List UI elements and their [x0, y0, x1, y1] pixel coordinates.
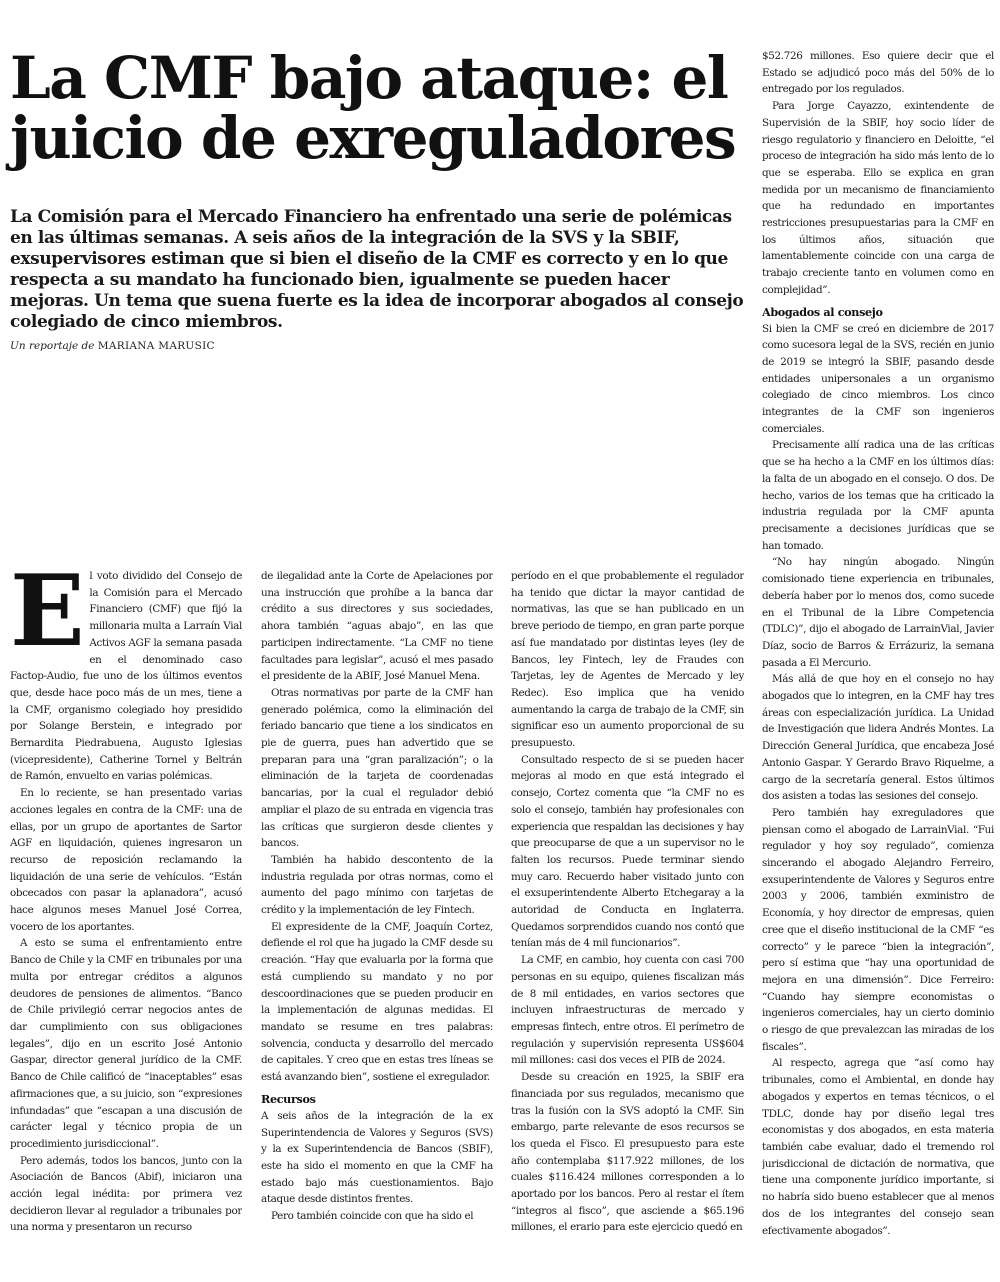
byline [10, 340, 215, 353]
section-heading: Abogados al consejo [762, 304, 883, 319]
paragraph: Pero también coincide con que ha sido el [271, 1210, 474, 1223]
paragraph: “No hay ningún abogado. Ningún comisionado tiene experiencia en tribunales, debería haber por lo menos dos, como sucede en el Tribunal de la Libre Competencia (TDLC)”, dijo el abogado de LarrainVial, Javier Díaz, socio de Barros & Errázuriz, la semana pasada a El Mercurio. [762, 556, 994, 669]
paragraph: También ha habido descontento de la industria regulada por otras normas, como el aumento del pago mínimo con tarjetas de crédito y la implementación de ley Fintech. [261, 853, 493, 917]
drop-cap: E [10, 568, 85, 669]
byline-prefix: Un reportaje de [10, 340, 95, 352]
paragraph: En lo reciente, se han presentado varias acciones legales en contra de la CMF: una de ellas, por un grupo de aportantes de Sartor AGF en liquidación, quienes ingresaron un recurso de reposición reclamando la liquidación de una serie de vehículos. “Están obcecados con pasar la aplanadora”, acusó hace algunos meses Manuel José Correa, vocero de los aportantes. [10, 787, 242, 933]
section-heading: Recursos [261, 1091, 316, 1106]
article-lead: La Comisión para el Mercado Financiero ha enfrentado una serie de polémicas en las últimas semanas. A seis años de la integración de la SVS y la SBIF, exsupervisores estiman que si bien el diseño de la CMF es correcto y en lo que respecta a su mandato ha funcionado bien, igualmente se pueden hacer mejoras. Un tema que suena fuerte es la idea de incorporar abogados al consejo colegiado de cinco miembros. [10, 207, 744, 332]
paragraph: El expresidente de la CMF, Joaquín Cortez, defiende el rol que ha jugado la CMF desde su creación. “Hay que evaluarla por la forma que está cumpliendo su mandato y no por descoordinaciones que se pueden producir en la implementación de algunas medidas. El mandato se resume en tres palabras: solvencia, conducta y desarrollo del mercado de capitales. Y creo que en estas tres líneas se está avanzando bien”, sostiene el exregulador. [261, 920, 493, 1084]
paragraph: Precisamente allí radica una de las críticas que se ha hecho a la CMF en los últimos días: la falta de un abogado en el consejo. O dos. De hecho, varios de los temas que ha criticado la industria regulada por la CMF apunta precisamente a decisiones jurídicas que se han tomado. [762, 439, 994, 552]
paragraph: de ilegalidad ante la Corte de Apelaciones por una instrucción que prohíbe a la banca dar crédito a sus directores y sus sociedades, ahora también “aguas abajo”, en las que participen indirectamente. “La CMF no tiene facultades para legislar”, acusó el mes pasado el presidente de la ABIF, José Manuel Mena. [261, 570, 493, 683]
paragraph: Consultado respecto de si se pueden hacer mejoras al modo en que está integrado el consejo, Cortez comenta que “la CMF no es solo el consejo, también hay profesionales con experiencia que respaldan las decisiones y hay que preocuparse de que a un supervisor no le falten los recursos. Puede terminar siendo muy caro. Recuerdo haber visitado junto con el exsuperintendente Alberto Etchegaray a la autoridad de Conducta en Inglaterra. Quedamos sorprendidos cuando nos contó que tenían más de 4 mil funcionarios”. [511, 753, 744, 950]
paragraph: Pero además, todos los bancos, junto con la Asociación de Bancos (Abif), iniciaron una acción legal inédita: por primera vez decidieron llevar al regulador a tribunales por una norma y presentaron un recurso [10, 1154, 242, 1234]
paragraph: Para Jorge Cayazzo, exintendente de Supervisión de la SBIF, hoy socio líder de riesgo regulatorio y financiero en Deloitte, “el proceso de integración ha sido más lento de lo que se esperaba. Ello se explica en gran medida por un mecanismo de financiamiento que ha redundado en importantes restricciones presupuestarias para la CMF en los últimos años, situación que lamentablemente coincide con una carga de trabajo creciente tanto en volumen como en complejidad”. [762, 100, 994, 296]
paragraph: La CMF, en cambio, hoy cuenta con casi 700 personas en su equipo, quienes fiscalizan más de 8 mil entidades, en varios sectores que incluyen infraestructuras de mercado y empresas fintech, entre otros. El perímetro de regulación y supervisión representa US$604 mil millones: casi dos veces el PIB de 2024. [511, 954, 744, 1067]
paragraph: Al respecto, agrega que “así como hay tribunales, como el Ambiental, en donde hay abogados y expertos en temas técnicos, o el TDLC, donde hay por diseño legal tres economistas y dos abogados, en esta materia también cabe evaluar, dado el tremendo rol jurisdiccional de dictación de normativa, que tiene una componente jurídico importante, si no habría sido bueno establecer que al menos dos de los integrantes del consejo sean efectivamente abogados”. [762, 1057, 994, 1237]
body-column-4 [762, 48, 994, 1276]
paragraph: Si bien la CMF se creó en diciembre de 2017 como sucesora legal de la SVS, recién en junio de 2019 se integró la SBIF, pasando desde entidades unipersonales a un organismo colegiado de cinco miembros. Los cinco integrantes de la CMF son ingenieros comerciales. [762, 322, 994, 435]
body-column-1 [10, 568, 242, 1276]
paragraph: Desde su creación en 1925, la SBIF era financiada por sus regulados, mecanismo que tras la fusión con la SVS adoptó la CMF. Sin embargo, parte relevante de esos recursos se los queda el Fisco. El presupuesto para este año contemplaba $117.922 millones, de los cuales $116.424 millones corresponden a lo aportado por los bancos. Pero al restar el ítem “integros al fisco”, que asciende a $65.196 millones, el erario para este ejercicio quedó en [511, 1071, 744, 1234]
paragraph: Otras normativas por parte de la CMF han generado polémica, como la eliminación del feriado bancario que tiene a los sindicatos en pie de guerra, pues han advertido que se preparan para una “gran paralización”; o la eliminación de la tarjeta de coordenadas bancarias, por la cual el regulador debió ampliar el plazo de su entrada en vigencia tras las críticas que surgieron desde clientes y bancos. [261, 686, 493, 850]
paragraph: Pero también hay exreguladores que piensan como el abogado de LarrainVial. “Fui regulador y hoy soy regulado”, comienza sincerando el abogado Alejandro Ferreiro, exsuperintendente de Valores y Seguros entre 2003 y 2006, también exministro de Economía, y hoy director de empresas, quien cree que el diseño institucional de la CMF “es correcto” y le parece “bien la integración”, pero sí estima que “hay una oportunidad de mejora en una dimensión”. Dice Ferreiro: “Cuando hay siempre economistas o ingenieros comerciales, hay un cierto dominio o riesgo de que prevalezcan las miradas de los fiscales”. [762, 806, 994, 1053]
body-column-3 [511, 568, 744, 1276]
paragraph: A seis años de la integración de la ex Superintendencia de Valores y Seguros (SVS) y la ex Superintendencia de Bancos (SBIF), este ha sido el momento en que la CMF ha estado bajo más cuestionamientos. Bajo ataque desde distintos frentes. [261, 1109, 493, 1206]
article-title: La CMF bajo ataque: el juicio de exreguladores [10, 44, 736, 172]
paragraph: $52.726 millones. Eso quiere decir que el Estado se adjudicó poco más del 50% de lo entregado por los regulados. [762, 50, 994, 96]
paragraph: l voto dividido del Consejo de la Comisión para el Mercado Financiero (CMF) que fijó la millonaria multa a Larraín Vial Activos AGF la semana pasada en el denominado caso Factop-Audio, fue uno de los últimos eventos que, desde hace poco más de un mes, tiene a la CMF, organismo colegiado hoy presidido por Solange Berstein, e integrado por Bernardita Piedrabuena, Augusto Iglesias (vicepresidente), Catherine Tornel y Beltrán de Ramón, envuelto en varias polémicas. [10, 570, 242, 783]
paragraph: período en el que probablemente el regulador ha tenido que dictar la mayor cantidad de normativas, las que se han publicado en un breve periodo de tiempo, en gran parte porque así fue mandatado por distintas leyes (ley de Bancos, ley Fintech, ley de Fraudes con Tarjetas, ley de Agentes de Mercado y ley Redec). Eso implica que ha venido aumentando la carga de trabajo de la CMF, sin significar eso un aumento proporcional de su presupuesto. [511, 570, 744, 750]
paragraph: A esto se suma el enfrentamiento entre Banco de Chile y la CMF en tribunales por una multa por entregar créditos a algunos deudores de pensiones de alimentos. “Banco de Chile privilegió cerrar negocios antes de dar cumplimiento con sus obligaciones legales”, dijo en un escrito José Antonio Gaspar, director general jurídico de la CMF. Banco de Chile calificó de “inaceptables” esas afirmaciones que, a su juicio, son “expresiones infundadas” que “escapan a una discusión de carácter legal y técnico propia de un procedimiento jurisdiccional”. [10, 937, 242, 1150]
byline-author: MARIANA MARUSIC [97, 340, 215, 352]
body-column-2 [261, 568, 493, 1276]
paragraph: Más allá de que hoy en el consejo no hay abogados que lo integren, en la CMF hay tres áreas con especialización jurídica. La Unidad de Investigación que lidera Andrés Montes. La Dirección General Jurídica, que encabeza José Antonio Gaspar. Y Gerardo Bravo Riquelme, a cargo de la secretaría general. Estos últimos dos asisten a todas las sesiones del consejo. [762, 673, 994, 803]
